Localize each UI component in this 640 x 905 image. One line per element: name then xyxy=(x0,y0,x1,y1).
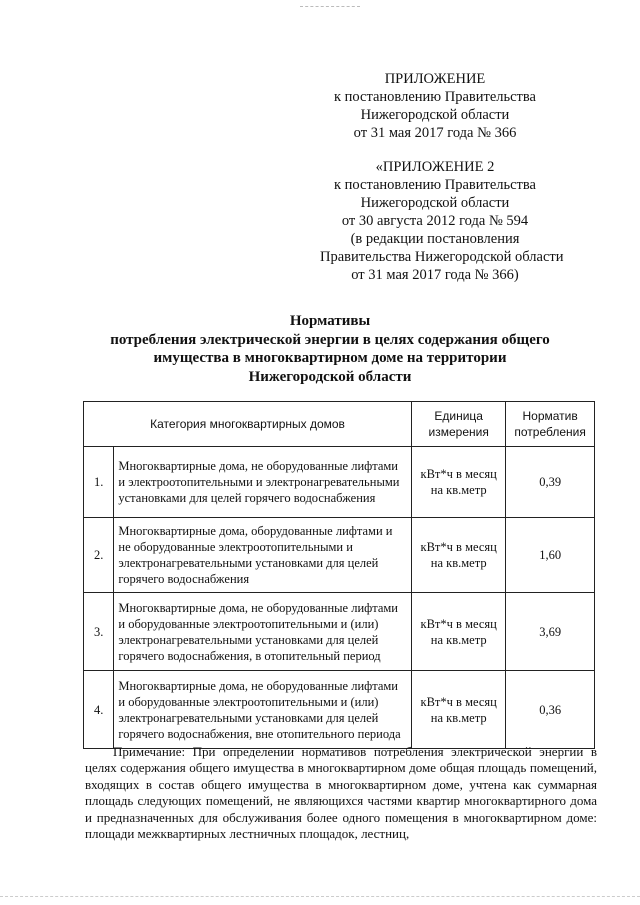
appendix-header xyxy=(320,70,550,142)
row-number: 3. xyxy=(84,593,114,671)
row-category: Многоквартирные дома, не оборудованные лифтами и оборудованные электроотопительными и (или) электронагревательными установками для целей горячего водоснабжения, в отопительный период xyxy=(114,593,412,671)
row-unit: кВт*ч в месяц на кв.метр xyxy=(412,518,506,593)
header-norm: Норматив потребления xyxy=(506,402,595,447)
row-value: 3,69 xyxy=(506,593,595,671)
row-number: 2. xyxy=(84,518,114,593)
row-category: Многоквартирные дома, не оборудованные лифтами и оборудованные электроотопительными и (или) электронагревательными установками для целей горячего водоснабжения, вне отопительного периода xyxy=(114,671,412,749)
row-number: 1. xyxy=(84,447,114,518)
title-line: Нижегородской области xyxy=(248,368,412,385)
scan-artifact-line xyxy=(0,896,640,897)
appendix2-line: от 30 августа 2012 года № 594 xyxy=(341,213,529,229)
row-unit: кВт*ч в месяц на кв.метр xyxy=(412,671,506,749)
table-row xyxy=(84,671,595,749)
table-header-row xyxy=(84,402,595,447)
appendix2-line: «ПРИЛОЖЕНИЕ 2 xyxy=(375,159,495,175)
row-number: 4. xyxy=(84,671,114,749)
table-row xyxy=(84,447,595,518)
appendix-line: от 31 мая 2017 года № 366 xyxy=(353,125,517,141)
footnote xyxy=(85,744,597,842)
title-line: Нормативы xyxy=(289,313,371,329)
document-title xyxy=(60,312,600,386)
appendix2-line: от 31 мая 2017 года № 366) xyxy=(351,267,519,283)
row-category: Многоквартирные дома, не оборудованные лифтами и электроотопительными и электронагревательными установками для целей горячего водоснабжения xyxy=(114,447,412,518)
appendix-line: ПРИЛОЖЕНИЕ xyxy=(384,71,486,87)
appendix-line: Нижегородской области xyxy=(360,107,510,123)
appendix2-line: к постановлению Правительства xyxy=(334,177,536,193)
appendix2-header xyxy=(320,158,564,284)
footnote-text: Примечание: При определении нормативов потребления электрической энергии в целях содержания общего имущества в многоквартирном доме общая площадь помещений, входящих в состав общего имущества в многоквартирном доме, учтена как суммарная площадь следующих помещений, не являющихся частями квартир многоквартирного дома и предназначенных для обслуживания более одного помещения в многоквартирном доме: площади межквартирных лестничных площадок, лестниц, xyxy=(85,744,597,842)
title-line: имущества в многоквартирном доме на территории xyxy=(153,350,507,366)
header-unit: Единица измерения xyxy=(412,402,506,447)
header-category: Категория многоквартирных домов xyxy=(84,402,412,447)
row-category: Многоквартирные дома, оборудованные лифтами и не оборудованные электроотопительными и электронагревательными установками для целей горячего водоснабжения xyxy=(114,518,412,593)
appendix2-line: Нижегородской области xyxy=(360,195,510,211)
row-value: 1,60 xyxy=(506,518,595,593)
norms-table xyxy=(83,401,595,749)
appendix2-line: (в редакции постановления xyxy=(350,231,520,247)
row-value: 0,39 xyxy=(506,447,595,518)
title-line: потребления электрической энергии в целях содержания общего xyxy=(110,331,550,348)
row-unit: кВт*ч в месяц на кв.метр xyxy=(412,593,506,671)
scan-artifact-line xyxy=(300,6,360,7)
row-unit: кВт*ч в месяц на кв.метр xyxy=(412,447,506,518)
table-row xyxy=(84,593,595,671)
appendix-line: к постановлению Правительства xyxy=(334,89,536,105)
appendix2-line: Правительства Нижегородской области xyxy=(320,249,564,265)
table-row xyxy=(84,518,595,593)
row-value: 0,36 xyxy=(506,671,595,749)
